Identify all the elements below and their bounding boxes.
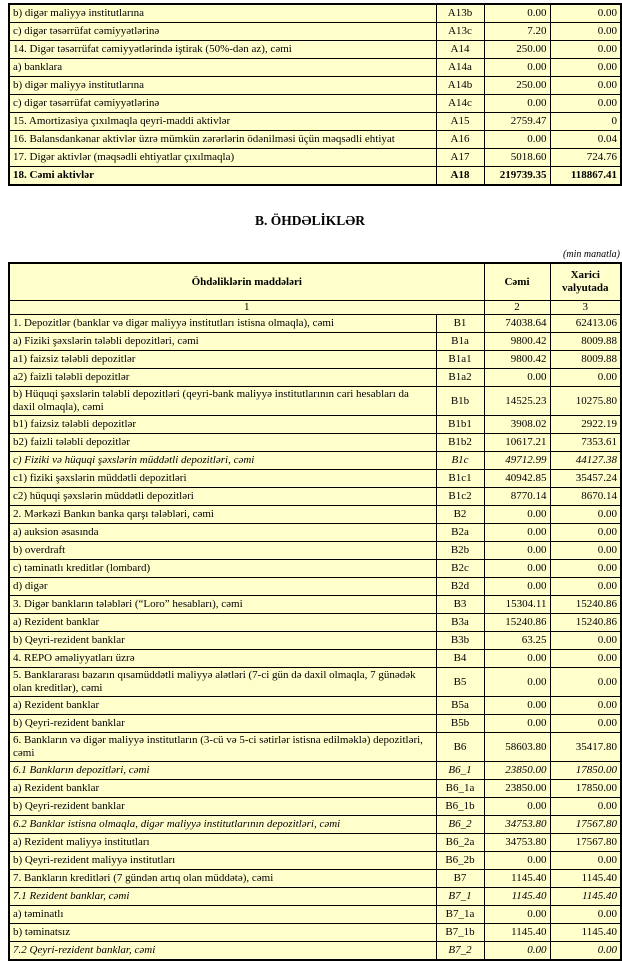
row-label: d) digər [9,578,436,596]
row-foreign-currency-value: 0.00 [550,715,621,733]
row-foreign-currency-value: 8670.14 [550,488,621,506]
row-code: B7_2 [436,942,484,961]
table-row [9,906,621,924]
row-total-value: 0.00 [484,59,550,77]
row-total-value: 58603.80 [484,733,550,762]
row-label: 6.2 Banklar istisna olmaqla, digər maliyyə institutlarının depozitləri, cəmi [9,816,436,834]
row-total-value: 0.00 [484,95,550,113]
table-row [9,560,621,578]
table-row [9,524,621,542]
row-total-value: 49712.99 [484,452,550,470]
row-label: 7. Bankların kreditləri (7 gündən artıq olan müddətə), cəmi [9,870,436,888]
row-total-value: 34753.80 [484,834,550,852]
row-foreign-currency-value: 0.00 [550,23,621,41]
row-total-value: 250.00 [484,41,550,59]
liabilities-table-header [9,263,621,315]
row-foreign-currency-value: 2922.19 [550,416,621,434]
table-row [9,315,621,333]
row-total-value: 2759.47 [484,113,550,131]
row-foreign-currency-value: 35457.24 [550,470,621,488]
row-code: B2 [436,506,484,524]
row-foreign-currency-value: 0.00 [550,59,621,77]
table-row [9,733,621,762]
table-row [9,351,621,369]
row-foreign-currency-value: 17850.00 [550,780,621,798]
row-total-value: 0.00 [484,578,550,596]
row-foreign-currency-value: 0.00 [550,852,621,870]
table-row [9,59,621,77]
row-code: A16 [436,131,484,149]
row-code: B1b [436,387,484,416]
row-label: a) Rezident banklar [9,780,436,798]
row-label: 7.2 Qeyri-rezident banklar, cəmi [9,942,436,961]
table-row [9,4,621,23]
row-foreign-currency-value: 118867.41 [550,167,621,186]
row-foreign-currency-value: 7353.61 [550,434,621,452]
row-code: B1c1 [436,470,484,488]
row-foreign-currency-value: 0 [550,113,621,131]
row-code: B1c2 [436,488,484,506]
row-foreign-currency-value: 17850.00 [550,762,621,780]
row-code: B6_1b [436,798,484,816]
column-header-items: Öhdəliklərin maddələri [9,263,484,301]
row-code: B5a [436,697,484,715]
row-label: a) banklara [9,59,436,77]
row-total-value: 1145.40 [484,924,550,942]
row-total-value: 0.00 [484,524,550,542]
row-label: 5. Banklararası bazarın qısamüddətli maliyyə alətləri (7-ci gün də daxil olmaqla, 7 günədək olan kreditlər), cəmi [9,668,436,697]
table-row [9,632,621,650]
row-foreign-currency-value: 1145.40 [550,870,621,888]
table-row [9,434,621,452]
table-row [9,942,621,961]
row-label: c1) fiziki şəxslərin müddətli depozitləri [9,470,436,488]
row-label: 6. Bankların və digər maliyyə institutların (3-cü və 5-ci sətirlər istisna edilməklə) depozitləri, cəmi [9,733,436,762]
row-label: b2) faizli tələbli depozitlər [9,434,436,452]
table-row [9,668,621,697]
table-row [9,762,621,780]
row-total-value: 0.00 [484,369,550,387]
row-total-value: 15240.86 [484,614,550,632]
row-code: B6 [436,733,484,762]
row-foreign-currency-value: 0.00 [550,41,621,59]
table-row [9,578,621,596]
row-code: B2a [436,524,484,542]
table-row [9,650,621,668]
row-foreign-currency-value: 1145.40 [550,888,621,906]
table-row [9,798,621,816]
table-row [9,834,621,852]
row-label: b) təminatsız [9,924,436,942]
row-label: c) digər təsərrüfat cəmiyyətlərinə [9,95,436,113]
row-label: 18. Cəmi aktivlər [9,167,436,186]
table-row [9,596,621,614]
table-row [9,41,621,59]
row-foreign-currency-value: 0.00 [550,578,621,596]
row-code: A18 [436,167,484,186]
row-label: b) digər maliyyə institutlarına [9,4,436,23]
table-row [9,506,621,524]
table-row [9,416,621,434]
row-total-value: 14525.23 [484,387,550,416]
row-label: a1) faizsiz tələbli depozitlər [9,351,436,369]
row-code: B3b [436,632,484,650]
table-row [9,715,621,733]
row-code: B2c [436,560,484,578]
row-label: b) overdraft [9,542,436,560]
row-code: B1a [436,333,484,351]
row-code: B2d [436,578,484,596]
row-foreign-currency-value: 0.00 [550,95,621,113]
column-number-2: 2 [484,301,550,315]
row-code: B6_2b [436,852,484,870]
row-total-value: 9800.42 [484,333,550,351]
row-label: 2. Mərkəzi Bankın banka qarşı tələbləri, cəmi [9,506,436,524]
row-label: b) Qeyri-rezident banklar [9,632,436,650]
row-foreign-currency-value: 35417.80 [550,733,621,762]
header-number-row [9,301,621,315]
row-code: A14 [436,41,484,59]
row-total-value: 1145.40 [484,870,550,888]
table-row [9,888,621,906]
row-foreign-currency-value: 8009.88 [550,333,621,351]
table-row [9,333,621,351]
row-code: B7_1b [436,924,484,942]
row-foreign-currency-value: 0.00 [550,906,621,924]
row-code: B4 [436,650,484,668]
row-label: 7.1 Rezident banklar, cəmi [9,888,436,906]
row-total-value: 5018.60 [484,149,550,167]
row-code: B2b [436,542,484,560]
table-row [9,780,621,798]
row-total-value: 250.00 [484,77,550,95]
unit-note: (min manatla) [563,249,620,260]
row-foreign-currency-value: 15240.86 [550,614,621,632]
row-total-value: 0.00 [484,542,550,560]
row-label: 15. Amortizasiya çıxılmaqla qeyri-maddi aktivlər [9,113,436,131]
row-foreign-currency-value: 44127.38 [550,452,621,470]
row-code: B1 [436,315,484,333]
row-total-value: 0.00 [484,697,550,715]
row-foreign-currency-value: 0.04 [550,131,621,149]
table-row [9,369,621,387]
table-row [9,113,621,131]
row-foreign-currency-value: 0.00 [550,650,621,668]
row-total-value: 3908.02 [484,416,550,434]
row-total-value: 40942.85 [484,470,550,488]
row-code: B6_1a [436,780,484,798]
row-foreign-currency-value: 0.00 [550,542,621,560]
row-code: A13b [436,4,484,23]
row-code: A14c [436,95,484,113]
row-code: B6_2 [436,816,484,834]
row-total-value: 8770.14 [484,488,550,506]
row-foreign-currency-value: 62413.06 [550,315,621,333]
row-foreign-currency-value: 0.00 [550,798,621,816]
row-label: c) Fiziki və hüquqi şəxslərin müddətli depozitləri, cəmi [9,452,436,470]
row-code: B3a [436,614,484,632]
row-total-value: 0.00 [484,668,550,697]
row-total-value: 0.00 [484,131,550,149]
table-row [9,870,621,888]
row-label: 1. Depozitlər (banklar və digər maliyyə institutları istisna olmaqla), cəmi [9,315,436,333]
row-label: a) Rezident banklar [9,614,436,632]
row-code: B7_1a [436,906,484,924]
row-code: B5b [436,715,484,733]
row-label: 4. REPO əməliyyatları üzrə [9,650,436,668]
row-total-value: 0.00 [484,798,550,816]
row-label: c) digər təsərrüfat cəmiyyətlərinə [9,23,436,41]
row-total-value: 0.00 [484,650,550,668]
section-b-title: B. ÖHDƏLİKLƏR [255,213,365,228]
row-label: a) Rezident banklar [9,697,436,715]
table-row [9,23,621,41]
row-label: a2) faizli tələbli depozitlər [9,369,436,387]
row-foreign-currency-value: 15240.86 [550,596,621,614]
row-foreign-currency-value: 0.00 [550,369,621,387]
row-total-value: 0.00 [484,852,550,870]
row-label: b) digər maliyyə institutlarına [9,77,436,95]
row-foreign-currency-value: 8009.88 [550,351,621,369]
row-code: B1a2 [436,369,484,387]
row-total-value: 9800.42 [484,351,550,369]
table-row [9,131,621,149]
row-total-value: 219739.35 [484,167,550,186]
row-foreign-currency-value: 10275.80 [550,387,621,416]
row-code: B5 [436,668,484,697]
table-row [9,387,621,416]
table-row [9,95,621,113]
header-row [9,263,621,301]
row-foreign-currency-value: 0.00 [550,77,621,95]
row-foreign-currency-value: 0.00 [550,697,621,715]
column-header-foreign-currency: Xarici valyutada [550,263,621,301]
row-code: A17 [436,149,484,167]
liabilities-table-body [9,315,621,961]
table-row [9,149,621,167]
row-label: 3. Digər bankların tələbləri (“Loro” hesabları), cəmi [9,596,436,614]
row-code: A15 [436,113,484,131]
row-total-value: 0.00 [484,506,550,524]
table-row [9,697,621,715]
row-label: c) təminatlı kreditlər (lombard) [9,560,436,578]
row-total-value: 15304.11 [484,596,550,614]
row-foreign-currency-value: 0.00 [550,668,621,697]
row-code: B7_1 [436,888,484,906]
row-code: B1b2 [436,434,484,452]
row-code: B1b1 [436,416,484,434]
row-label: 17. Digər aktivlər (məqsədli ehtiyatlar çıxılmaqla) [9,149,436,167]
row-total-value: 74038.64 [484,315,550,333]
row-foreign-currency-value: 0.00 [550,560,621,578]
row-total-value: 63.25 [484,632,550,650]
table-row [9,816,621,834]
row-code: B1c [436,452,484,470]
assets-table [8,3,622,186]
row-label: a) Rezident maliyyə institutları [9,834,436,852]
row-foreign-currency-value: 0.00 [550,506,621,524]
row-label: a) təminatlı [9,906,436,924]
row-code: A14a [436,59,484,77]
row-label: b) Qeyri-rezident banklar [9,798,436,816]
column-number-1: 1 [9,301,484,315]
row-total-value: 0.00 [484,942,550,961]
row-code: A14b [436,77,484,95]
row-total-value: 0.00 [484,4,550,23]
row-code: B6_2a [436,834,484,852]
row-label: a) auksion əsasında [9,524,436,542]
row-foreign-currency-value: 0.00 [550,632,621,650]
row-foreign-currency-value: 0.00 [550,4,621,23]
row-code: B7 [436,870,484,888]
row-code: A13c [436,23,484,41]
row-total-value: 1145.40 [484,888,550,906]
row-label: 6.1 Bankların depozitləri, cəmi [9,762,436,780]
table-row [9,167,621,186]
row-foreign-currency-value: 724.76 [550,149,621,167]
row-total-value: 0.00 [484,906,550,924]
table-row [9,852,621,870]
table-row [9,470,621,488]
row-label: 14. Digər təsərrüfat cəmiyyətlərində iştirak (50%-dən az), cəmi [9,41,436,59]
table-row [9,77,621,95]
row-foreign-currency-value: 17567.80 [550,834,621,852]
row-total-value: 0.00 [484,560,550,578]
row-foreign-currency-value: 0.00 [550,524,621,542]
row-label: b1) faizsiz tələbli depozitlər [9,416,436,434]
assets-table-body [9,4,621,185]
row-foreign-currency-value: 17567.80 [550,816,621,834]
row-total-value: 10617.21 [484,434,550,452]
row-foreign-currency-value: 0.00 [550,942,621,961]
table-row [9,488,621,506]
row-total-value: 0.00 [484,715,550,733]
row-label: 16. Balansdankənar aktivlər üzrə mümkün zərərlərin ödənilməsi üçün məqsədli ehtiyat [9,131,436,149]
table-row [9,452,621,470]
row-label: b) Hüquqi şəxslərin tələbli depozitləri (qeyri-bank maliyyə institutlarının cari hesabları da daxil olmaqla), cəmi [9,387,436,416]
row-label: a) Fiziki şəxslərin tələbli depozitləri, cəmi [9,333,436,351]
row-code: B1a1 [436,351,484,369]
row-total-value: 34753.80 [484,816,550,834]
row-label: c2) hüquqi şəxslərin müddətli depozitləri [9,488,436,506]
row-total-value: 23850.00 [484,780,550,798]
table-row [9,924,621,942]
table-row [9,542,621,560]
row-label: b) Qeyri-rezident banklar [9,715,436,733]
liabilities-table [8,262,622,961]
row-label: b) Qeyri-rezident maliyyə institutları [9,852,436,870]
row-code: B3 [436,596,484,614]
column-header-total: Cəmi [484,263,550,301]
row-code: B6_1 [436,762,484,780]
row-total-value: 7.20 [484,23,550,41]
row-foreign-currency-value: 1145.40 [550,924,621,942]
row-total-value: 23850.00 [484,762,550,780]
table-row [9,614,621,632]
column-number-3: 3 [550,301,621,315]
